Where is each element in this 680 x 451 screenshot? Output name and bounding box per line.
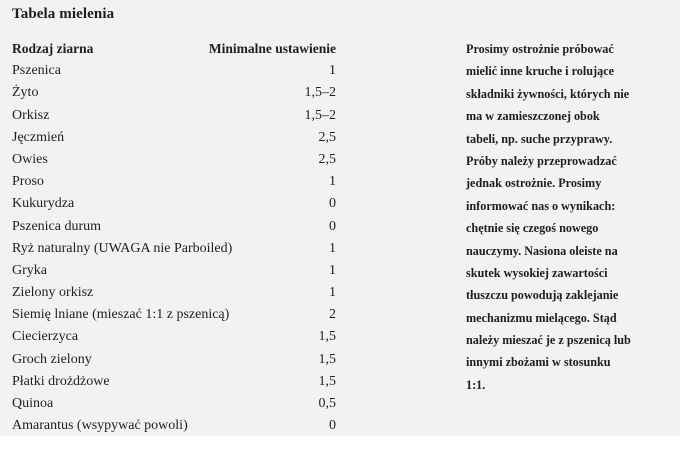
min-setting-cell: 1 — [329, 174, 336, 190]
table-row — [12, 193, 336, 215]
grain-type-cell: Żyto — [12, 85, 39, 101]
table-row — [12, 171, 336, 193]
min-setting-cell: 1,5–2 — [304, 85, 336, 101]
min-setting-cell: 1,5–2 — [304, 107, 336, 123]
note-line: 1:1. — [466, 377, 486, 392]
table-header — [12, 38, 336, 60]
note-line: składniki żywności, których nie — [466, 86, 630, 101]
min-setting-cell: 0 — [329, 218, 336, 234]
grain-type-cell: Zielony orkisz — [12, 285, 94, 301]
grain-type-cell: Kukurydza — [12, 196, 75, 212]
table-row — [12, 238, 336, 260]
table-row — [12, 304, 336, 326]
min-setting-cell: 0 — [329, 418, 336, 434]
min-setting-cell: 1,5 — [318, 373, 336, 389]
table-row — [12, 82, 336, 104]
table-title: Tabela mielenia — [12, 6, 115, 22]
table-row — [12, 60, 336, 82]
header-grain-type: Rodzaj ziarna — [12, 41, 94, 56]
min-setting-cell: 1,5 — [318, 351, 336, 367]
note-line: informować nas o wynikach: — [466, 198, 616, 213]
header-min-setting: Minimalne ustawienie — [208, 41, 336, 56]
table-row — [12, 282, 336, 304]
grain-type-cell: Pszenica durum — [12, 218, 102, 234]
min-setting-cell: 1 — [329, 240, 336, 256]
note-line: nauczymy. Nasiona oleiste na — [466, 243, 618, 258]
min-setting-cell: 1 — [329, 285, 336, 301]
note-line: należy mieszać je z pszenicą lub — [466, 333, 631, 348]
note-line: ma w zamieszczonej obok — [466, 109, 600, 124]
grain-type-cell: Owies — [12, 151, 48, 167]
note-line: tabeli, np. suche przyprawy. — [466, 131, 613, 146]
grain-type-cell: Amarantus (wsypywać powoli) — [12, 418, 188, 434]
table-row — [12, 127, 336, 149]
min-setting-cell: 2,5 — [318, 129, 336, 145]
grain-type-cell: Płatki drożdżowe — [12, 373, 110, 389]
min-setting-cell: 1 — [329, 63, 336, 79]
min-setting-cell: 2,5 — [318, 151, 336, 167]
note-line: mielić inne kruche i rolujące — [466, 64, 615, 79]
note-line: Próby należy przeprowadzać — [466, 153, 617, 168]
grain-type-cell: Ryż naturalny (UWAGA nie Parboiled) — [12, 240, 233, 256]
note-line: innymi zbożami w stosunku — [466, 355, 611, 370]
grain-type-cell: Orkisz — [12, 107, 50, 123]
min-setting-cell: 2 — [329, 307, 336, 323]
table-row — [12, 149, 336, 171]
table-row — [12, 393, 336, 415]
min-setting-cell: 0,5 — [318, 396, 336, 411]
usage-note — [466, 38, 680, 396]
note-line: chętnie się czegoś nowego — [466, 221, 599, 236]
min-setting-cell: 0 — [329, 196, 336, 212]
table-row — [12, 326, 336, 348]
grain-type-cell: Quinoa — [12, 396, 54, 411]
grain-type-cell: Ciecierzyca — [12, 329, 79, 345]
min-setting-cell: 1 — [329, 262, 336, 278]
grain-type-cell: Pszenica — [12, 63, 61, 79]
grain-type-cell: Proso — [12, 174, 44, 190]
table-body — [12, 60, 336, 437]
min-setting-cell: 1,5 — [318, 329, 336, 345]
table-row — [12, 349, 336, 371]
note-line: Prosimy ostrożnie próbować — [466, 42, 614, 56]
table-row — [12, 260, 336, 282]
grinding-table — [12, 38, 336, 437]
note-line: tłuszczu powodują zaklejanie — [466, 288, 619, 303]
note-line: skutek wysokiej zawartości — [466, 265, 608, 280]
grain-type-cell: Siemię lniane (mieszać 1:1 z pszenicą) — [12, 307, 230, 323]
table-row — [12, 105, 336, 127]
note-line: jednak ostrożnie. Prosimy — [466, 176, 602, 191]
note-line: mechanizmu mielącego. Stąd — [466, 310, 617, 325]
table-row — [12, 415, 336, 437]
grain-type-cell: Jęczmień — [12, 129, 65, 145]
table-row — [12, 216, 336, 238]
grain-type-cell: Gryka — [12, 262, 47, 278]
table-row — [12, 371, 336, 393]
grain-type-cell: Groch zielony — [12, 351, 92, 367]
